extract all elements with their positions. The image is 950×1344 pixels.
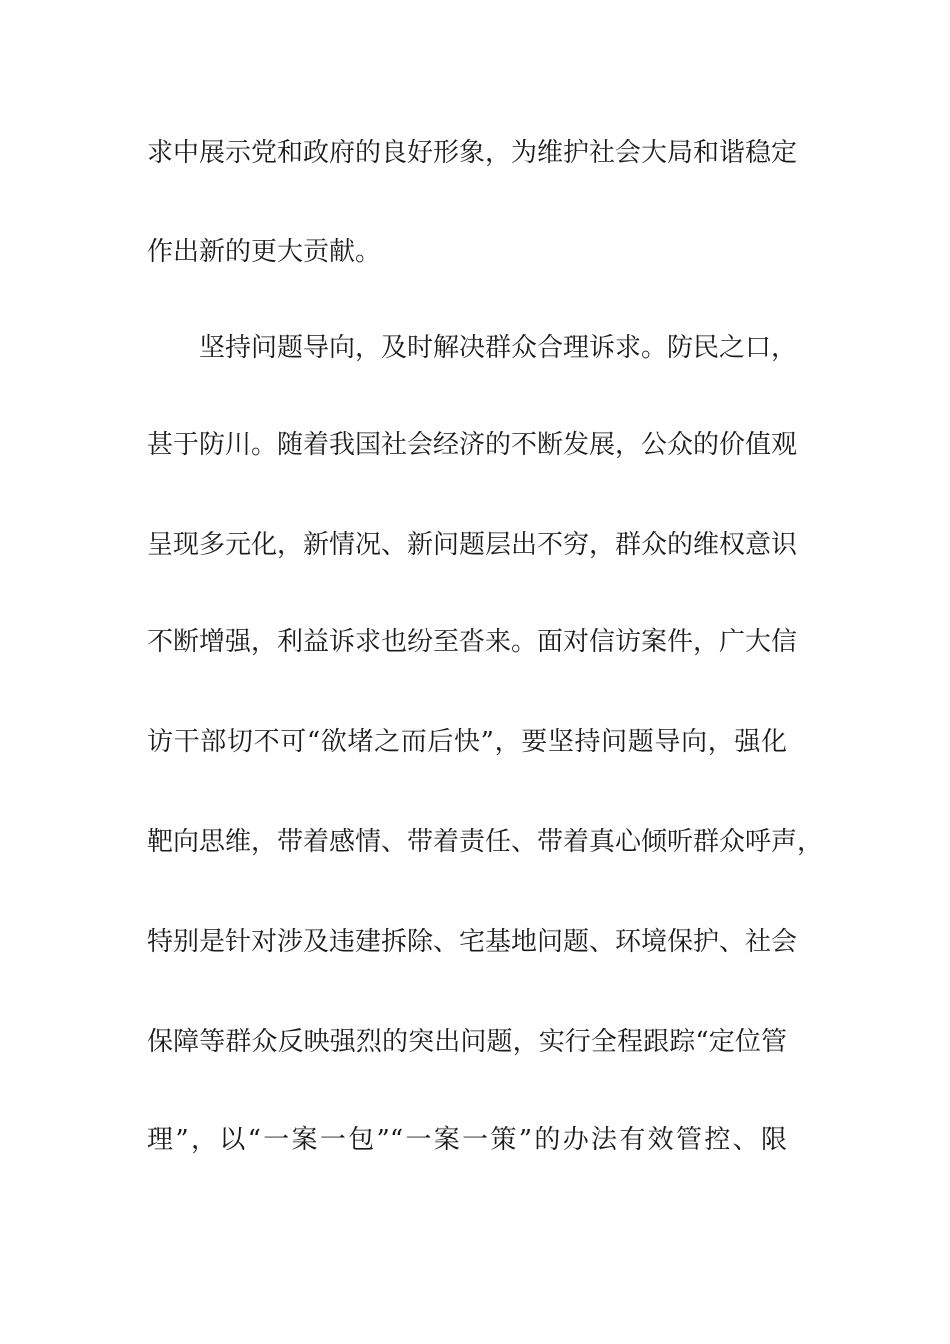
text-line: 保障等群众反映强烈的突出问题，实行全程跟踪“定位管 [147,1027,787,1057]
text-line: 不断增强，利益诉求也纷至沓来。面对信访案件，广大信 [147,627,798,657]
text-line: 作出新的更大贡献。 [147,237,382,267]
paragraph-first-line: 坚持问题导向，及时解决群众合理诉求。防民之口， [199,333,798,363]
text-line: 求中展示党和政府的良好形象，为维护社会大局和谐稳定 [147,138,798,168]
text-line: 理”，以“一案一包”“一案一策”的办法有效管控、限 [147,1125,787,1155]
text-line: 靶向思维，带着感情、带着责任、带着真心倾听群众呼声， [147,827,824,857]
text-line: 访干部切不可“欲堵之而后快”，要坚持问题导向，强化 [147,727,787,757]
text-line: 甚于防川。随着我国社会经济的不断发展，公众的价值观 [147,430,798,460]
text-line: 特别是针对涉及违建拆除、宅基地问题、环境保护、社会 [147,927,798,957]
text-line: 呈现多元化，新情况、新问题层出不穷，群众的维权意识 [147,530,798,560]
